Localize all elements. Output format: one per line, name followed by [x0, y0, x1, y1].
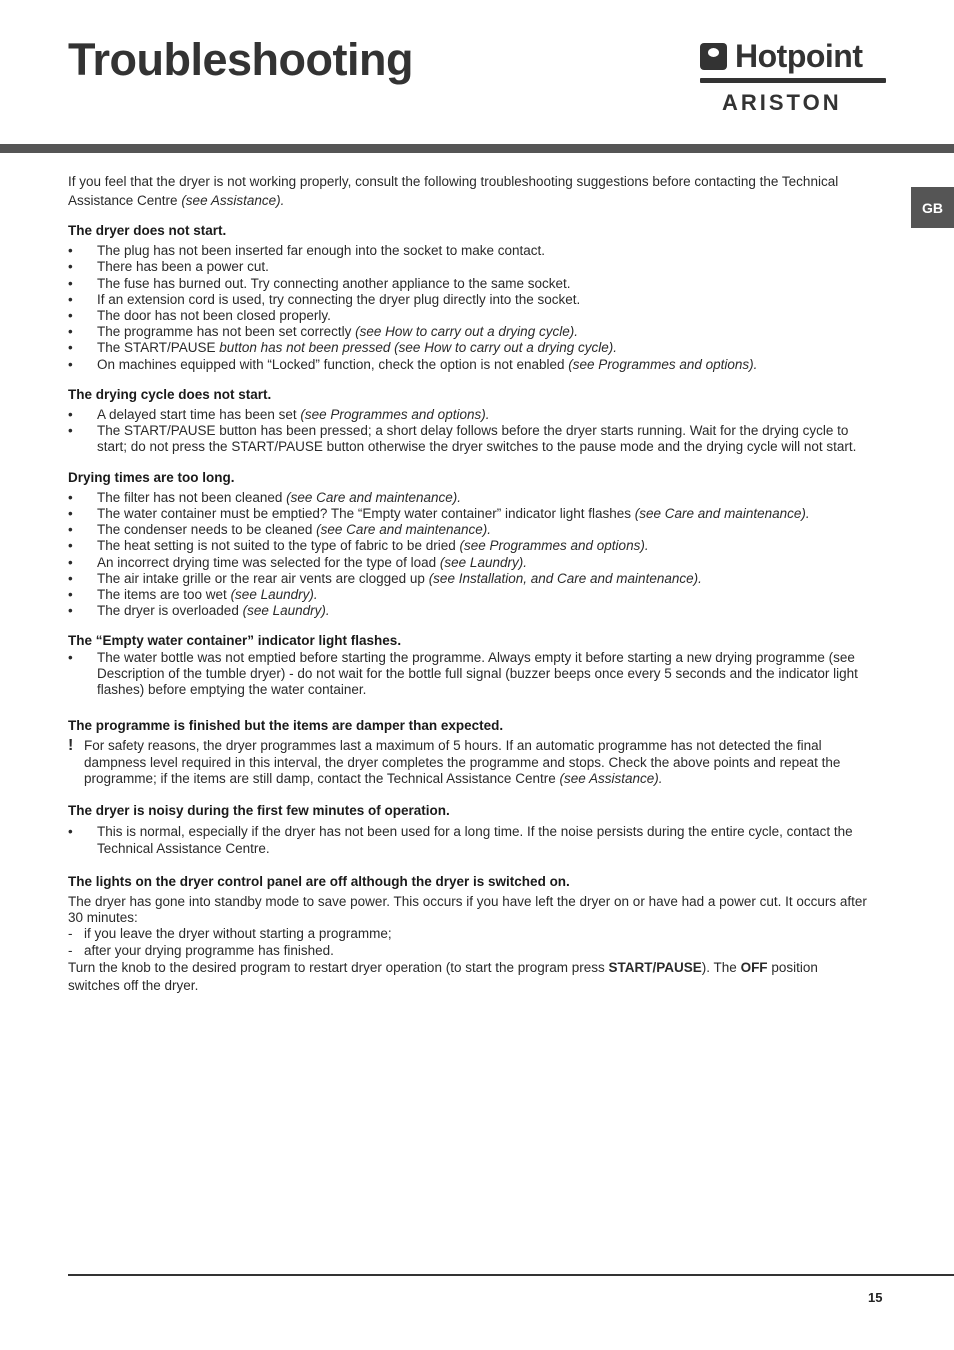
list-item: • The water container must be emptied? The “Empty water container” indicator light flashes (see Care and maintenance).	[68, 506, 868, 522]
list-item: • The fuse has burned out. Try connecting another appliance to the same socket.	[68, 276, 868, 292]
list-cycle-no-start	[68, 407, 868, 456]
list-too-long	[68, 490, 868, 620]
list-item: • The filter has not been cleaned (see Care and maintenance).	[68, 490, 868, 506]
warning-icon: !	[68, 737, 74, 755]
list-item: • This is normal, especially if the dryer has not been used for a long time. If the noise persists during the entire cycle, contact the Technical Assistance Centre.	[68, 824, 868, 856]
list-no-start	[68, 243, 868, 373]
section-heading-noisy: The dryer is noisy during the first few minutes of operation.	[68, 803, 450, 819]
warning-note: ! For safety reasons, the dryer programmes last a maximum of 5 hours. If an automatic programme has not detected the final dampness level required in this interval, the dryer completes the programme and stops. Check the above points and repeat the programme; if the items are still damp, contact the Technical Assistance Centre (see Assistance).	[68, 737, 841, 786]
list-item: • The items are too wet (see Laundry).	[68, 587, 868, 603]
standby-paragraph: The dryer has gone into standby mode to save power. This occurs if you have left the dryer on or have had a power cut. It occurs after 30 minutes:	[68, 893, 867, 926]
list-item: • The condenser needs to be cleaned (see Care and maintenance).	[68, 522, 868, 538]
dash-item: - after your drying programme has finished.	[68, 942, 334, 958]
logo-brand-text: Hotpoint	[735, 38, 863, 74]
list-item: • The air intake grille or the rear air vents are clogged up (see Installation, and Care and maintenance).	[68, 571, 868, 587]
page-content	[68, 172, 868, 995]
logo-sub-text: ARISTON	[722, 90, 842, 115]
list-item: • The plug has not been inserted far enough into the socket to make contact.	[68, 243, 868, 259]
list-item: • There has been a power cut.	[68, 259, 868, 275]
list-item: • An incorrect drying time was selected for the type of load (see Laundry).	[68, 555, 868, 571]
list-item: • A delayed start time has been set (see Programmes and options).	[68, 407, 868, 423]
list-item: • On machines equipped with “Locked” function, check the option is not enabled (see Programmes and options).	[68, 357, 868, 373]
section-heading-no-start: The dryer does not start.	[68, 223, 227, 238]
list-item: • The door has not been closed properly.	[68, 308, 868, 324]
list-item: • The START/PAUSE button has been pressed; a short delay follows before the dryer starts running. Wait for the drying cycle to start; do not press the START/PAUSE button otherwise the dryer switches to the pause mode and the drying cycle will not start.	[68, 423, 868, 455]
intro-paragraph: If you feel that the dryer is not working properly, consult the following troubleshooting suggestions before contacting the Technical Assistance Centre (see Assistance).	[68, 174, 839, 208]
footer-rule	[68, 1274, 954, 1276]
header-rule	[0, 144, 954, 153]
section-heading-lights-off: The lights on the dryer control panel are off although the dryer is switched on.	[68, 873, 570, 889]
list-item: • The water bottle was not emptied before starting the programme. Always empty it before starting a new drying programme (see Description of the tumble dryer) - do not wait for the bottle full signal (buzzer beeps once every 5 seconds and the indicator light flashes) before emptying the water container.	[68, 650, 868, 699]
restart-paragraph: Turn the knob to the desired program to restart dryer operation (to start the program press START/PAUSE). The OFF position switches off the dryer.	[68, 959, 818, 993]
list-item: • The heat setting is not suited to the type of fabric to be dried (see Programmes and options).	[68, 538, 868, 554]
language-tab: GB	[911, 187, 954, 228]
section-heading-too-long: Drying times are too long.	[68, 469, 235, 485]
page-number: 15	[868, 1290, 883, 1305]
section-heading-damp: The programme is finished but the items are damper than expected.	[68, 718, 504, 734]
section-heading-cycle-no-start: The drying cycle does not start.	[68, 386, 272, 402]
dash-item: - if you leave the dryer without starting a programme;	[68, 926, 392, 942]
brand-logo	[700, 40, 886, 115]
list-item: • The dryer is overloaded (see Laundry).	[68, 603, 868, 619]
list-empty-water	[68, 650, 868, 699]
logo-divider	[700, 78, 886, 83]
list-item: • The START/PAUSE button has not been pressed (see How to carry out a drying cycle).	[68, 340, 868, 356]
list-noisy	[68, 824, 868, 856]
hotpoint-logo-icon	[700, 43, 727, 70]
list-item: • The programme has not been set correctly (see How to carry out a drying cycle).	[68, 324, 868, 340]
list-item: • If an extension cord is used, try connecting the dryer plug directly into the socket.	[68, 292, 868, 308]
section-heading-empty-water: The “Empty water container” indicator light flashes.	[68, 633, 402, 649]
page-title: Troubleshooting	[68, 34, 413, 85]
